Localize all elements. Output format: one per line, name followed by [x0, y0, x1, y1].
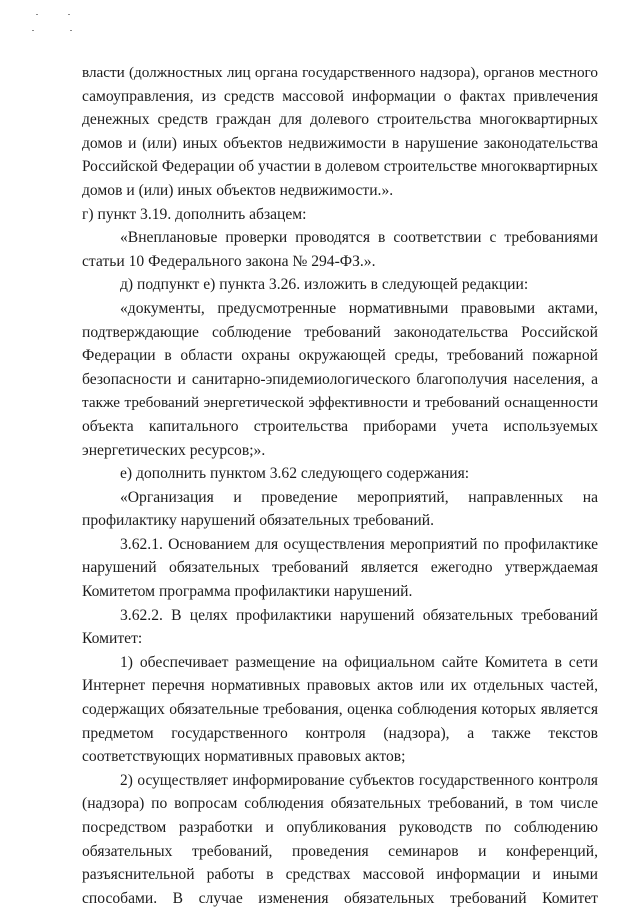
text-line: 1) обеспечивает размещение на официальном сайте Комитета в сети [120, 653, 598, 671]
text-line: власти (должностных лиц органа государственного надзора), органов местного [82, 64, 598, 81]
text-line: 3.62.1. Основанием для осуществления мероприятий по профилактике [120, 535, 598, 553]
text-line: объекта капитального строительства приборами учета используемых [82, 417, 598, 435]
text-line: Интернет перечня нормативных правовых актов или их отдельных частей, [82, 677, 598, 695]
text-line: соответствующих нормативных правовых актов; [82, 748, 406, 766]
text-line: «документы, предусмотренные нормативными правовыми актами, [120, 299, 598, 317]
text-line: содержащих обязательные требования, оценка соблюдения которых является [82, 701, 598, 719]
text-line: разъяснительной работы в средствах массовой информации и иными [82, 866, 598, 884]
text-line: Федерации в области охраны окружающей среды, требований пожарной [82, 347, 598, 365]
text-line: безопасности и санитарно-эпидемиологического благополучия населения, а [82, 370, 598, 388]
text-line: д) подпункт е) пункта 3.26. изложить в следующей редакции: [120, 276, 529, 294]
text-line: нарушений обязательных требований является ежегодно утверждаемая [82, 559, 598, 577]
text-line: статьи 10 Федерального закона № 294-ФЗ.». [82, 252, 376, 270]
text-line: е) дополнить пунктом 3.62 следующего содержания: [120, 465, 470, 483]
scan-speck [70, 30, 72, 31]
scan-specks [30, 10, 90, 40]
text-line: «Организация и проведение мероприятий, направленных на [120, 488, 598, 506]
text-line: «Внеплановые проверки проводятся в соответствии с требованиями [120, 229, 598, 247]
scan-speck [68, 14, 70, 15]
text-line: обязательных требований, проведения семинаров и конференций, [82, 842, 598, 860]
text-line: профилактику нарушений обязательных требований. [82, 512, 434, 530]
text-line: Комитет: [82, 630, 143, 648]
scan-speck [36, 14, 38, 15]
text-line: предметом государственного контроля (надзора), а также текстов [82, 724, 598, 742]
text-line: денежных средств граждан для долевого строительства многоквартирных [82, 111, 598, 129]
text-line: 2) осуществляет информирование субъектов государственного контроля [120, 771, 598, 789]
text-line: способами. В случае изменения обязательных требований Комитет [82, 889, 598, 907]
text-line: Комитетом программа профилактики нарушений. [82, 583, 413, 601]
text-line: (надзора) по вопросам соблюдения обязательных требований, в том числе [82, 795, 598, 813]
text-line: 3.62.2. В целях профилактики нарушений обязательных требований [120, 606, 598, 624]
text-line: г) пункт 3.19. дополнить абзацем: [82, 205, 307, 223]
text-line: Российской Федерации об участии в долевом строительстве многоквартирных [82, 158, 598, 176]
text-line: домов и (или) иных объектов недвижимости.». [82, 181, 394, 199]
scan-speck [32, 30, 34, 31]
text-line: посредством разработки и опубликования руководств по соблюдению [82, 819, 598, 836]
text-line: также требований энергетической эффективности и требований оснащенности [82, 394, 598, 412]
document-body [82, 61, 598, 910]
text-line: энергетических ресурсов;». [82, 441, 266, 459]
text-line: самоуправления, из средств массовой информации о фактах привлечения [82, 87, 598, 105]
text-line: подтверждающие соблюдение требований законодательства Российской [82, 323, 598, 341]
text-line: домов и (или) иных объектов недвижимости в нарушение законодательства [82, 134, 598, 152]
